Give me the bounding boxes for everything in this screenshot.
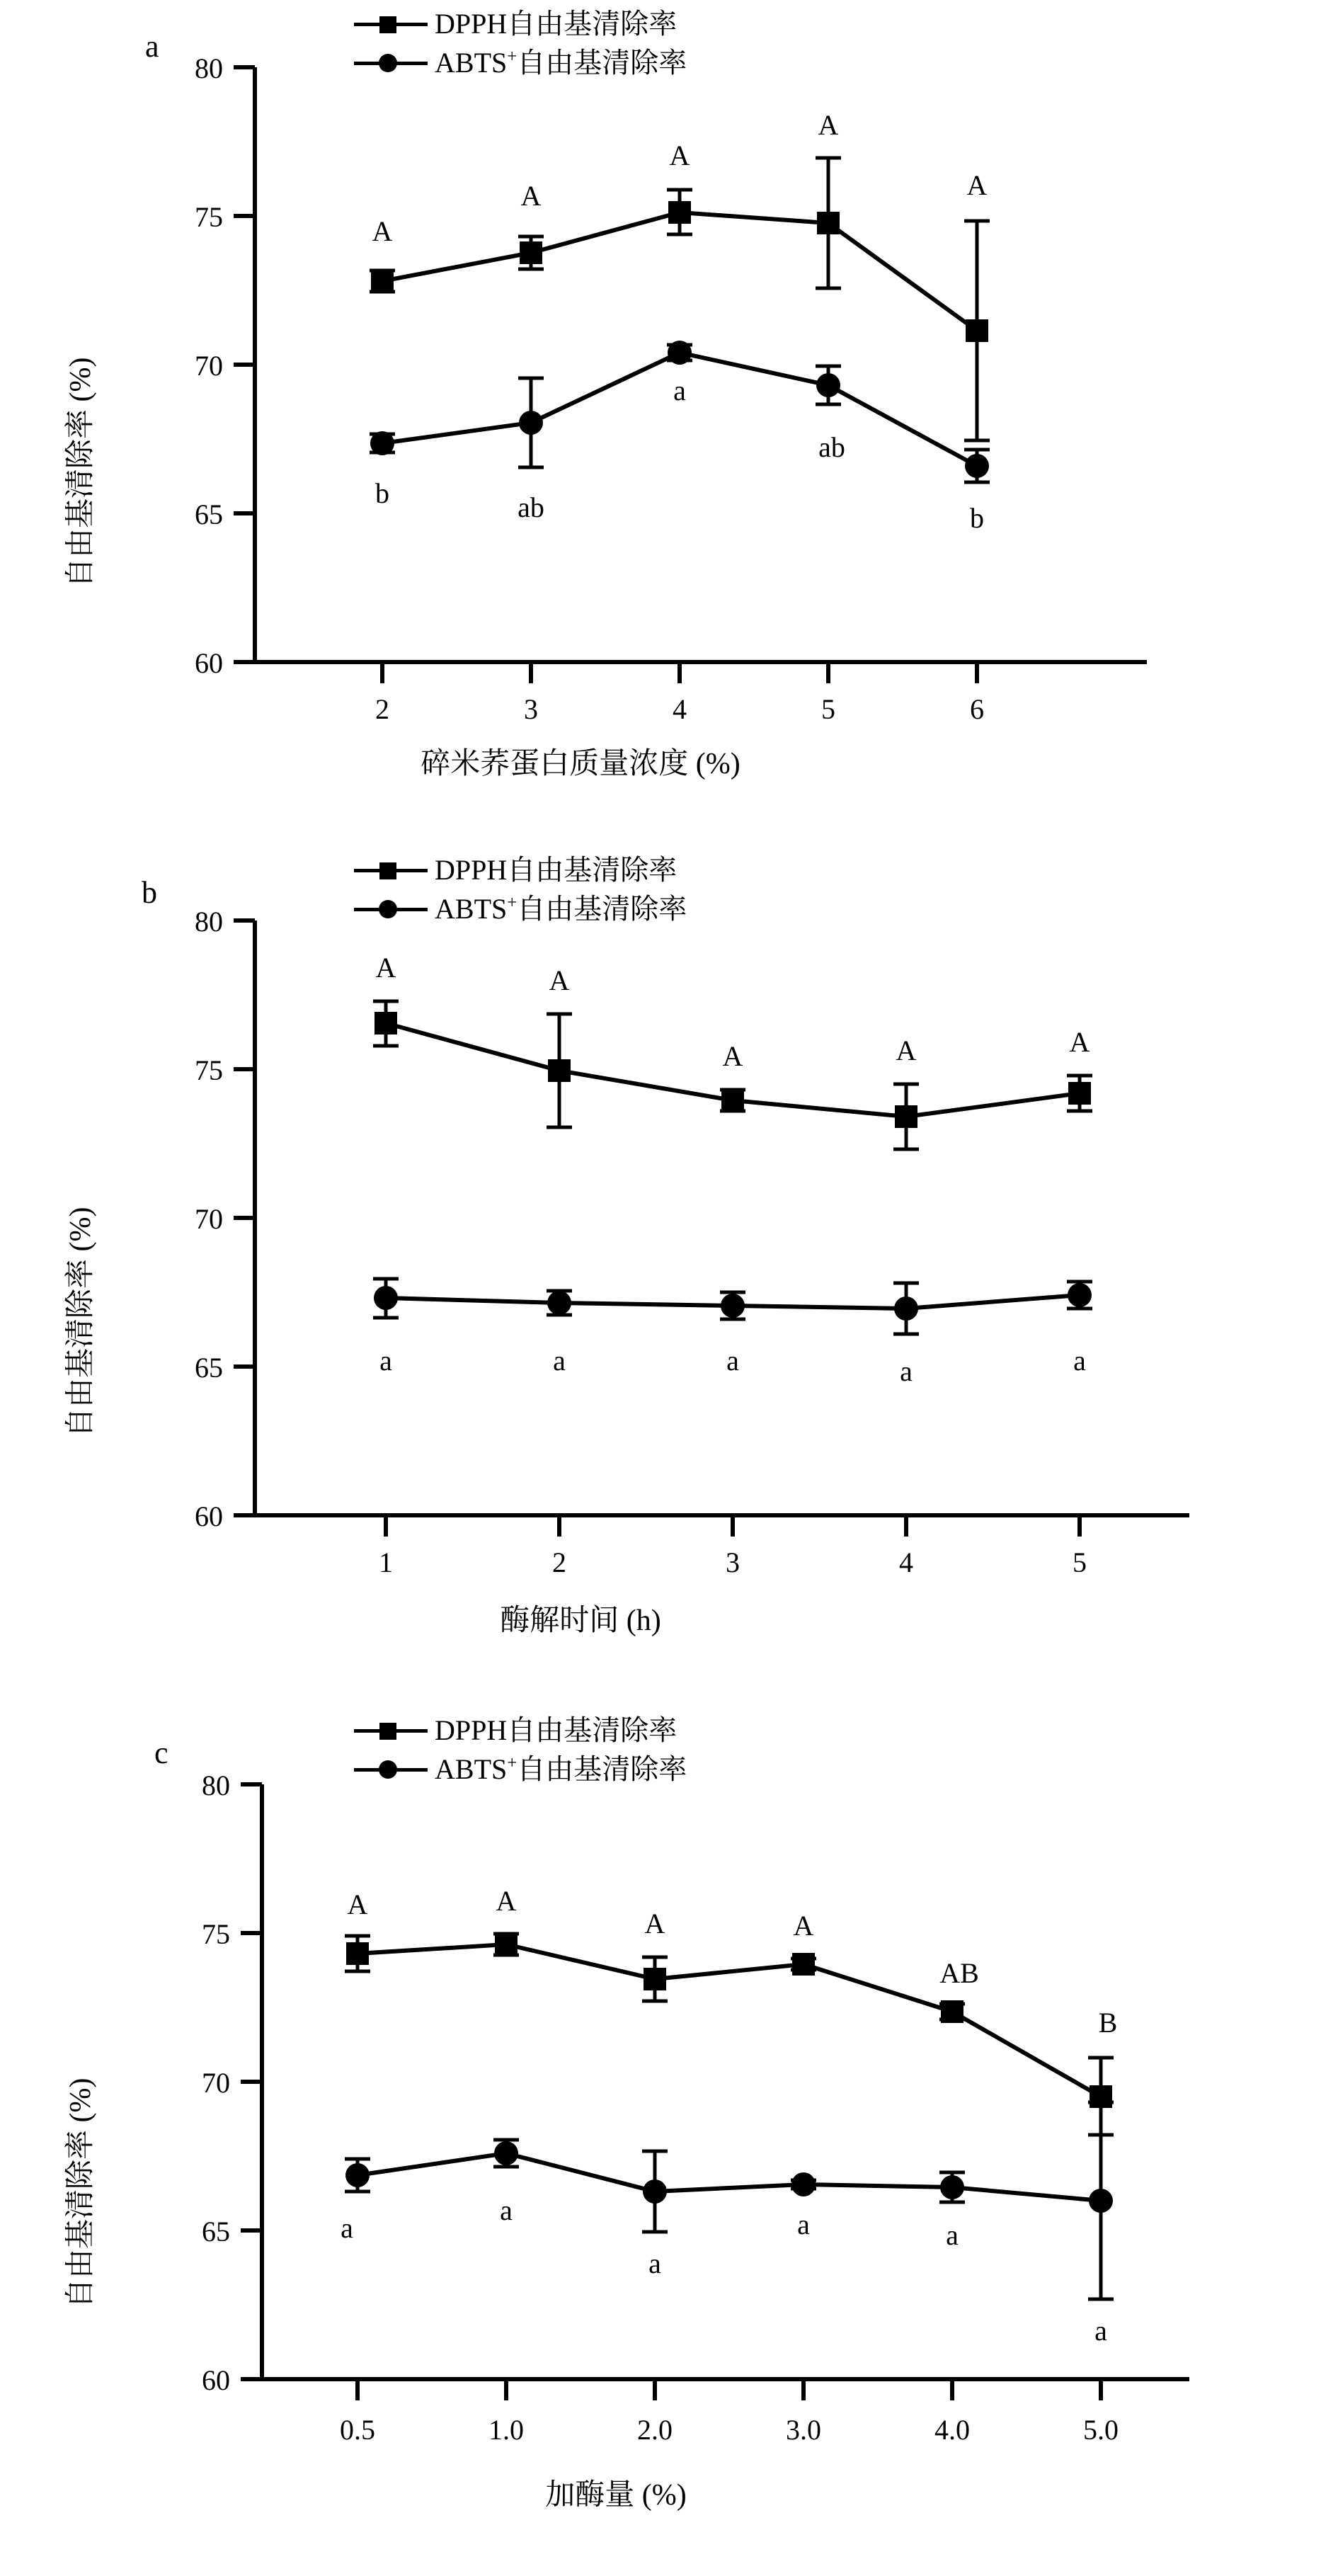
sig-label-dpph-4: A <box>818 109 839 141</box>
x-tick-3: 2.0 <box>637 2414 673 2446</box>
sig-label-abts-6: a <box>1094 2315 1107 2347</box>
legend-label-abts: ABTS+自由基清除率 <box>435 46 687 79</box>
x-tick-1: 1 <box>379 1546 393 1578</box>
panel-label-b: b <box>142 875 157 910</box>
sig-label-dpph-4: A <box>896 1035 917 1066</box>
x-tick-4: 4 <box>899 1546 913 1578</box>
sig-label-dpph-1: A <box>372 215 393 247</box>
sig-label-abts-1: a <box>341 2212 353 2244</box>
y-tick-70: 70 <box>195 1203 223 1235</box>
sig-label-dpph-3: A <box>669 139 690 171</box>
y-tick-65: 65 <box>195 1352 223 1384</box>
y-tick-75: 75 <box>195 201 223 233</box>
y-axis-title-b: 自由基清除率 (%) <box>64 1207 97 1437</box>
panel-label-c: c <box>154 1736 168 1770</box>
y-tick-60: 60 <box>202 2364 230 2396</box>
sig-label-abts-4: a <box>900 1355 913 1387</box>
x-tick-2: 1.0 <box>488 2414 524 2446</box>
y-tick-80: 80 <box>202 1769 230 1801</box>
sig-label-abts-3: a <box>726 1345 739 1377</box>
x-tick-2: 3 <box>524 693 538 725</box>
sig-label-dpph-4: A <box>793 1910 814 1942</box>
sig-label-dpph-2: A <box>496 1885 517 1917</box>
sig-label-abts-2: a <box>553 1345 566 1377</box>
x-tick-3: 4 <box>673 693 687 725</box>
y-tick-60: 60 <box>195 647 223 679</box>
y-tick-80: 80 <box>195 52 223 84</box>
plot-area-a <box>0 0 1338 850</box>
sig-label-dpph-1: A <box>347 1888 368 1920</box>
y-tick-60: 60 <box>195 1500 223 1532</box>
x-tick-2: 2 <box>552 1546 566 1578</box>
y-tick-70: 70 <box>202 2067 230 2099</box>
sig-label-dpph-2: A <box>549 964 570 996</box>
y-tick-65: 65 <box>195 498 223 530</box>
sig-label-dpph-5: A <box>1069 1026 1090 1058</box>
sig-label-abts-4: a <box>797 2209 810 2240</box>
x-tick-6: 5.0 <box>1083 2414 1119 2446</box>
chart-panel-a <box>0 0 1338 850</box>
legend-label-dpph: DPPH自由基清除率 <box>435 1714 677 1746</box>
plot-area-b <box>0 850 1338 1710</box>
sig-label-dpph-2: A <box>520 180 542 212</box>
x-tick-3: 3 <box>726 1546 740 1578</box>
sig-label-abts-4: ab <box>818 431 845 463</box>
sig-label-dpph-1: A <box>375 952 396 984</box>
y-tick-70: 70 <box>195 350 223 382</box>
sig-label-dpph-5: AB <box>939 1957 979 1989</box>
x-tick-5: 4.0 <box>934 2414 970 2446</box>
x-axis-title-c: 加酶量 (%) <box>545 2479 687 2512</box>
x-tick-4: 5 <box>821 693 835 725</box>
sig-label-dpph-5: A <box>966 169 988 201</box>
x-tick-1: 0.5 <box>340 2414 375 2446</box>
sig-label-abts-3: a <box>673 375 686 406</box>
y-tick-65: 65 <box>202 2216 230 2247</box>
x-tick-5: 6 <box>970 693 984 725</box>
sig-label-abts-2: ab <box>518 491 544 523</box>
sig-label-abts-1: a <box>379 1345 392 1377</box>
panel-label-a: a <box>145 29 159 64</box>
sig-label-abts-5: a <box>946 2219 959 2251</box>
legend-label-dpph: DPPH自由基清除率 <box>435 8 677 40</box>
x-tick-1: 2 <box>375 693 389 725</box>
legend-label-abts: ABTS+自由基清除率 <box>435 892 687 925</box>
legend-label-abts: ABTS+自由基清除率 <box>435 1753 687 1785</box>
sig-label-abts-5: a <box>1073 1345 1086 1377</box>
sig-label-dpph-6: B <box>1098 2007 1118 2039</box>
sig-label-abts-1: b <box>375 477 389 509</box>
sig-label-abts-3: a <box>648 2247 661 2279</box>
sig-label-dpph-3: A <box>644 1908 665 1939</box>
sig-label-dpph-3: A <box>722 1040 743 1072</box>
x-tick-4: 3.0 <box>786 2414 821 2446</box>
plot-area-c <box>0 1710 1338 2576</box>
chart-panel-c <box>0 1710 1338 2576</box>
x-tick-5: 5 <box>1073 1546 1087 1578</box>
y-tick-75: 75 <box>195 1054 223 1086</box>
x-axis-title-a: 碎米荞蛋白质量浓度 (%) <box>421 748 741 780</box>
y-tick-75: 75 <box>202 1918 230 1950</box>
y-axis-title-a: 自由基清除率 (%) <box>64 357 97 588</box>
sig-label-abts-2: a <box>500 2194 513 2226</box>
chart-panel-b <box>0 850 1338 1710</box>
y-tick-80: 80 <box>195 906 223 937</box>
x-axis-title-b: 酶解时间 (h) <box>500 1605 661 1637</box>
legend-label-dpph: DPPH自由基清除率 <box>435 854 677 886</box>
sig-label-abts-5: b <box>970 502 984 534</box>
y-axis-title-c: 自由基清除率 (%) <box>64 2078 97 2308</box>
